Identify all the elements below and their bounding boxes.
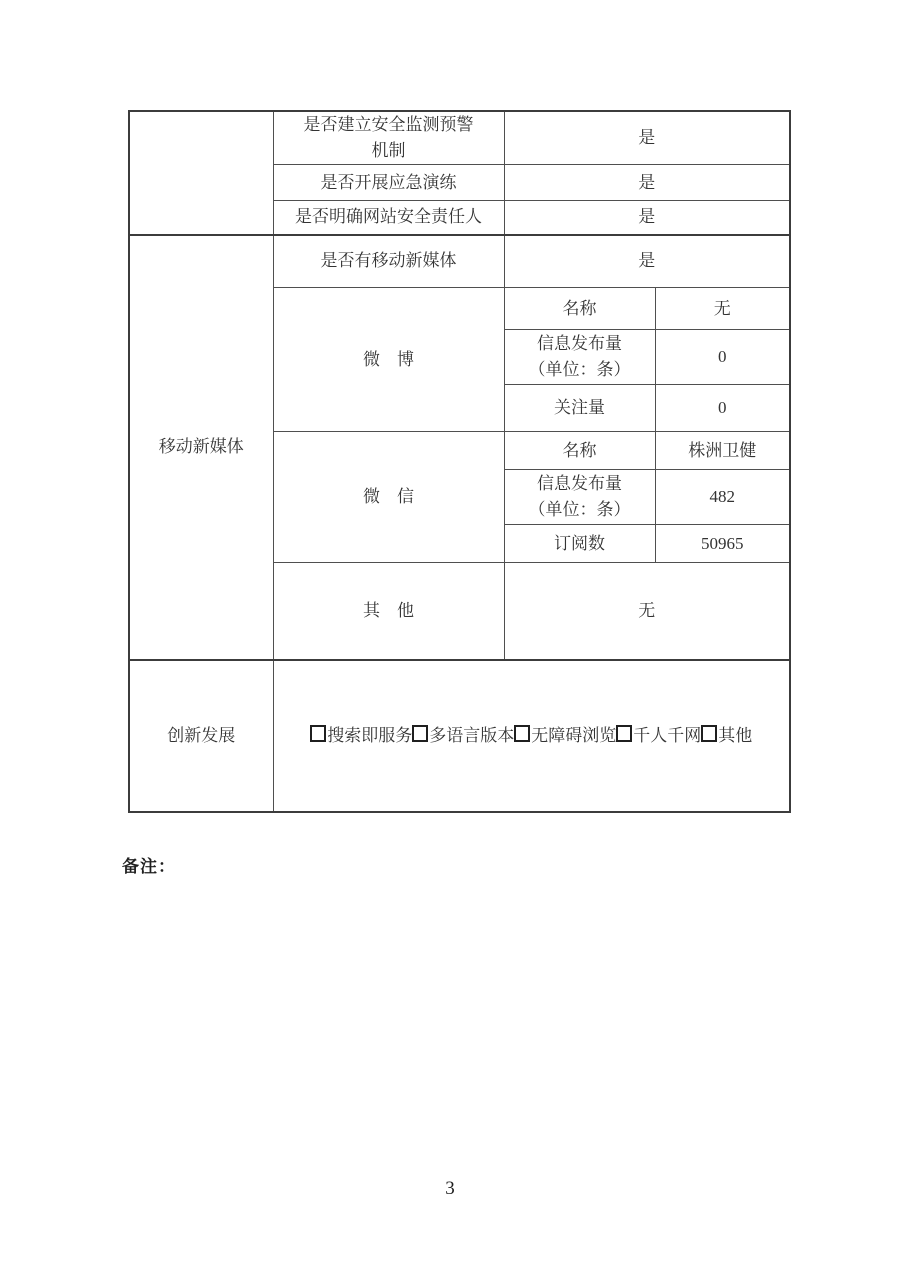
checkbox-icon[interactable]	[412, 725, 428, 742]
security-officer-value: 是	[504, 201, 790, 235]
label-line: 机制	[371, 141, 406, 160]
innovation-option	[310, 726, 412, 745]
wechat-name-label: 名称	[504, 432, 655, 470]
wechat-posts-label	[504, 470, 655, 525]
option-label: 千人千网	[633, 725, 702, 745]
wechat-label: 微 信	[273, 432, 504, 563]
page-number: 3	[445, 1178, 455, 1199]
wechat-subscribers-label: 订阅数	[504, 525, 655, 563]
security-warning-value: 是	[504, 111, 790, 165]
option-label: 搜索即服务	[327, 725, 413, 745]
annual-report-table	[128, 110, 791, 813]
label-line: （单位：条）	[528, 500, 631, 519]
option-label: 其他	[718, 725, 753, 745]
innovation-option	[514, 726, 616, 745]
checkbox-icon[interactable]	[310, 725, 326, 742]
innovation-options	[310, 726, 752, 745]
checkbox-icon[interactable]	[701, 725, 717, 742]
wechat-posts-value: 482	[655, 470, 790, 525]
section-label-innovation: 创新发展	[129, 660, 273, 812]
security-officer-label: 是否明确网站安全责任人	[273, 201, 504, 235]
option-label: 多语言版本	[429, 725, 515, 745]
has-mobile-media-label: 是否有移动新媒体	[273, 235, 504, 288]
weibo-posts-value: 0	[655, 330, 790, 385]
innovation-option	[616, 726, 701, 745]
other-media-label: 其 他	[273, 563, 504, 660]
label-line: 信息发布量	[537, 334, 622, 353]
innovation-option	[701, 726, 752, 745]
checkbox-icon[interactable]	[616, 725, 632, 742]
emergency-drill-value: 是	[504, 165, 790, 201]
option-label: 无障碍浏览	[531, 725, 617, 745]
other-media-value: 无	[504, 563, 790, 660]
innovation-options-cell	[273, 660, 790, 812]
emergency-drill-label: 是否开展应急演练	[273, 165, 504, 201]
weibo-name-value: 无	[655, 288, 790, 330]
section-cell-blank	[129, 111, 273, 235]
innovation-option	[412, 726, 514, 745]
wechat-subscribers-value: 50965	[655, 525, 790, 563]
checkbox-icon[interactable]	[514, 725, 530, 742]
label-line: 信息发布量	[537, 474, 622, 493]
label-line: 是否建立安全监测预警	[303, 115, 474, 134]
security-warning-label	[273, 111, 504, 165]
label-line: （单位：条）	[528, 360, 631, 379]
has-mobile-media-value: 是	[504, 235, 790, 288]
notes-label: 备注：	[122, 857, 176, 876]
wechat-name-value: 株洲卫健	[655, 432, 790, 470]
section-label-mobile-media: 移动新媒体	[129, 235, 273, 660]
weibo-label: 微 博	[273, 288, 504, 432]
weibo-name-label: 名称	[504, 288, 655, 330]
weibo-followers-value: 0	[655, 385, 790, 432]
weibo-posts-label	[504, 330, 655, 385]
weibo-followers-label: 关注量	[504, 385, 655, 432]
